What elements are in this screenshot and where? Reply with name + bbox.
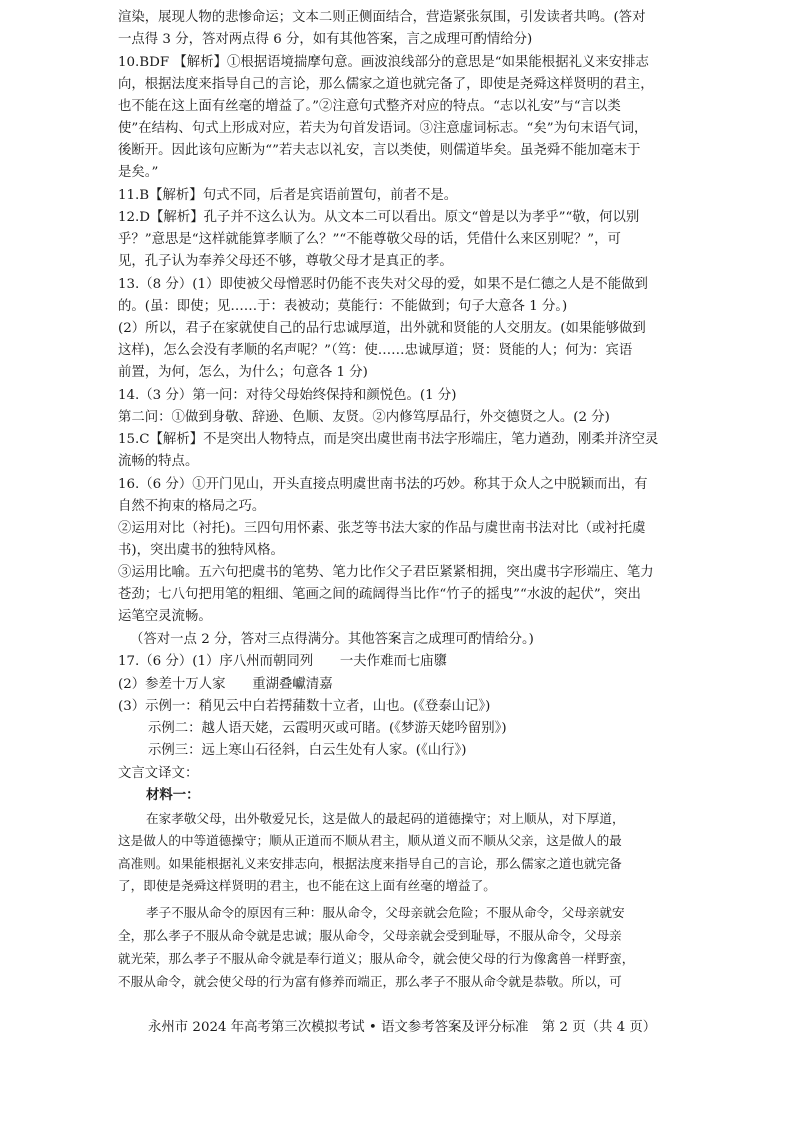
text-line: ②运用对比（衬托)。三四句用怀素、张芝等书法大家的作品与虞世南书法对比（或衬托虞 — [118, 521, 646, 536]
text-line: 就光荣，那么孝子不服从命令就是奉行道义；服从命令，就会使父母的行为像禽兽一样野蛮， — [118, 951, 635, 966]
page-footer: 永州市 2024 年高考第三次模拟考试 • 语文参考答案及评分标准 第 2 页（共 4 页） — [148, 1020, 657, 1035]
text-line: 10.BDF 【解析】①根据语境揣摩句意。画波浪线部分的意思是“如果能根据礼义来安排志 — [118, 55, 649, 70]
text-line: 流畅的特点。 — [118, 454, 199, 469]
text-line: 11.B【解析】句式不同，后者是宾语前置句，前者不是。 — [118, 188, 458, 203]
text-line: 14.（3 分）第一问：对待父母始终保持和颜悦色。(1 分) — [118, 388, 457, 403]
text-line: ③运用比喻。五六句把虞书的笔势、笔力比作父子君臣紧紧相拥，突出虞书字形端庄、笔力 — [118, 565, 654, 580]
text-line: 也不能在这上面有丝毫的增益了。”②注意句式整齐对应的特点。“志以礼安”与“言以类 — [118, 99, 621, 114]
text-line: 文言文译文： — [118, 766, 199, 781]
text-line: 第二问：①做到身敬、辞逊、色顺、友贤。②内修笃厚品行，外交德贤之人。(2 分) — [118, 410, 610, 425]
text-line: 是矣。” — [118, 165, 159, 180]
text-line: 见，孔子认为奉养父母还不够，尊敬父母才是真正的孝。 — [118, 254, 453, 269]
text-line: 向，根据法度来指导自己的言论，那么儒家之道也就完备了，即使是尧舜这样贤明的君主， — [118, 77, 654, 92]
text-line: 全，那么孝子不服从命令就是忠诚；服从命令，父母亲就会受到耻辱，不服从命令，父母亲 — [118, 928, 622, 943]
text-line: (3）示例一：稍见云中白若摴蒱数十立者，山也。(《登泰山记》) — [118, 699, 491, 714]
text-line: 了，即使是尧舜这样贤明的君主，也不能在这上面有丝毫的增益了。 — [118, 878, 496, 893]
text-line: 高准则。如果能根据礼义来安排志向，根据法度来指导自己的言论，那么儒家之道也就完备 — [118, 856, 622, 871]
text-line: 13.（8 分）(1）即使被父母憎恶时仍能不丧失对父母的爱，如果不是仁德之人是不能做到 — [118, 277, 648, 292]
text-line: 示例二：越人语天姥，云霞明灭或可睹。(《梦游天姥吟留别》) — [148, 721, 507, 736]
text-line: 前置，为何，怎么，为什么；句意各 1 分) — [118, 365, 368, 380]
text-line: 12.D【解析】孔子并不这么认为。从文本二可以看出。原文“曾是以为孝乎”“敬，何以别 — [118, 210, 640, 225]
text-line: 的。(虽：即使；见……于：表被动；莫能行：不能做到；句子大意各 1 分。) — [118, 299, 568, 314]
text-line: 16.（6 分）①开门见山，开头直接点明虞世南书法的巧妙。称其于众人之中脱颖而出，有 — [118, 477, 648, 492]
text-line: 示例三：远上寒山石径斜，白云生处有人家。(《山行》) — [148, 743, 467, 758]
text-line: 15.C【解析】不是突出人物特点，而是突出虞世南书法字形端庄，笔力遒劲，刚柔并济空灵 — [118, 432, 659, 447]
text-line: 孝子不服从命令的原因有三种：服从命令，父母亲就会危险；不服从命令，父母亲就安 — [146, 905, 625, 920]
text-line: (2）参差十万人家 重湖叠巘清嘉 — [118, 677, 333, 692]
text-line: 在家孝敬父母，出外敬爱兄长，这是做人的最起码的道德操守；对上顺从，对下厚道， — [146, 811, 625, 826]
text-line: 苍劲；七八句把用笔的粗细、笔画之间的疏阔得当比作“竹子的摇曳”“水波的起伏”，突出 — [118, 587, 641, 602]
text-line: 材料一： — [146, 788, 200, 803]
text-line: 渲染，展现人物的悲惨命运；文本二则正侧面结合，营造紧张氛围，引发读者共鸣。(答对 — [118, 10, 646, 25]
text-line: 後断开。因此该句应断为“”若夫志以礼安，言以类使，则儒道毕矣。虽尧舜不能加毫末于 — [118, 143, 641, 158]
text-line: 使”在结构、句式上形成对应，若夫为句首发语词。③注意虚词标志。“矣”为句末语气词， — [118, 121, 648, 136]
text-line: 一点得 3 分，答对两点得 6 分，如有其他答案，言之成理可酌情给分) — [118, 32, 533, 47]
text-line: 自然不拘束的格局之巧。 — [118, 499, 266, 514]
text-line: 运笔空灵流畅。 — [118, 609, 212, 624]
text-line: 这样)，怎么会没有孝顺的名声呢？”（笃：使……忠诚厚道；贤：贤能的人；何为：宾语 — [118, 343, 633, 358]
text-line: 乎？”意思是“这样就能算孝顺了么？”“不能尊敬父母的话，凭借什么来区别呢？”，可 — [118, 232, 621, 247]
text-line: 书)，突出虞书的独特风格。 — [118, 543, 284, 558]
text-line: （答对一点 2 分，答对三点得满分。其他答案言之成理可酌情给分。) — [130, 632, 534, 647]
text-line: 17.（6 分）(1）序八州而朝同列 一夫作难而七庙隳 — [118, 654, 448, 669]
text-line: 不服从命令，就会使父母的行为富有修养而端正，那么孝子不服从命令就是恭敬。所以，可 — [118, 974, 622, 989]
text-line: (2）所以，君子在家就使自己的品行忠诚厚道，出外就和贤能的人交朋友。(如果能够做到 — [118, 321, 646, 336]
text-line: 这是做人的中等道德操守；顺从正道而不顺从君主，顺从道义而不顺从父亲，这是做人的最 — [118, 833, 622, 848]
